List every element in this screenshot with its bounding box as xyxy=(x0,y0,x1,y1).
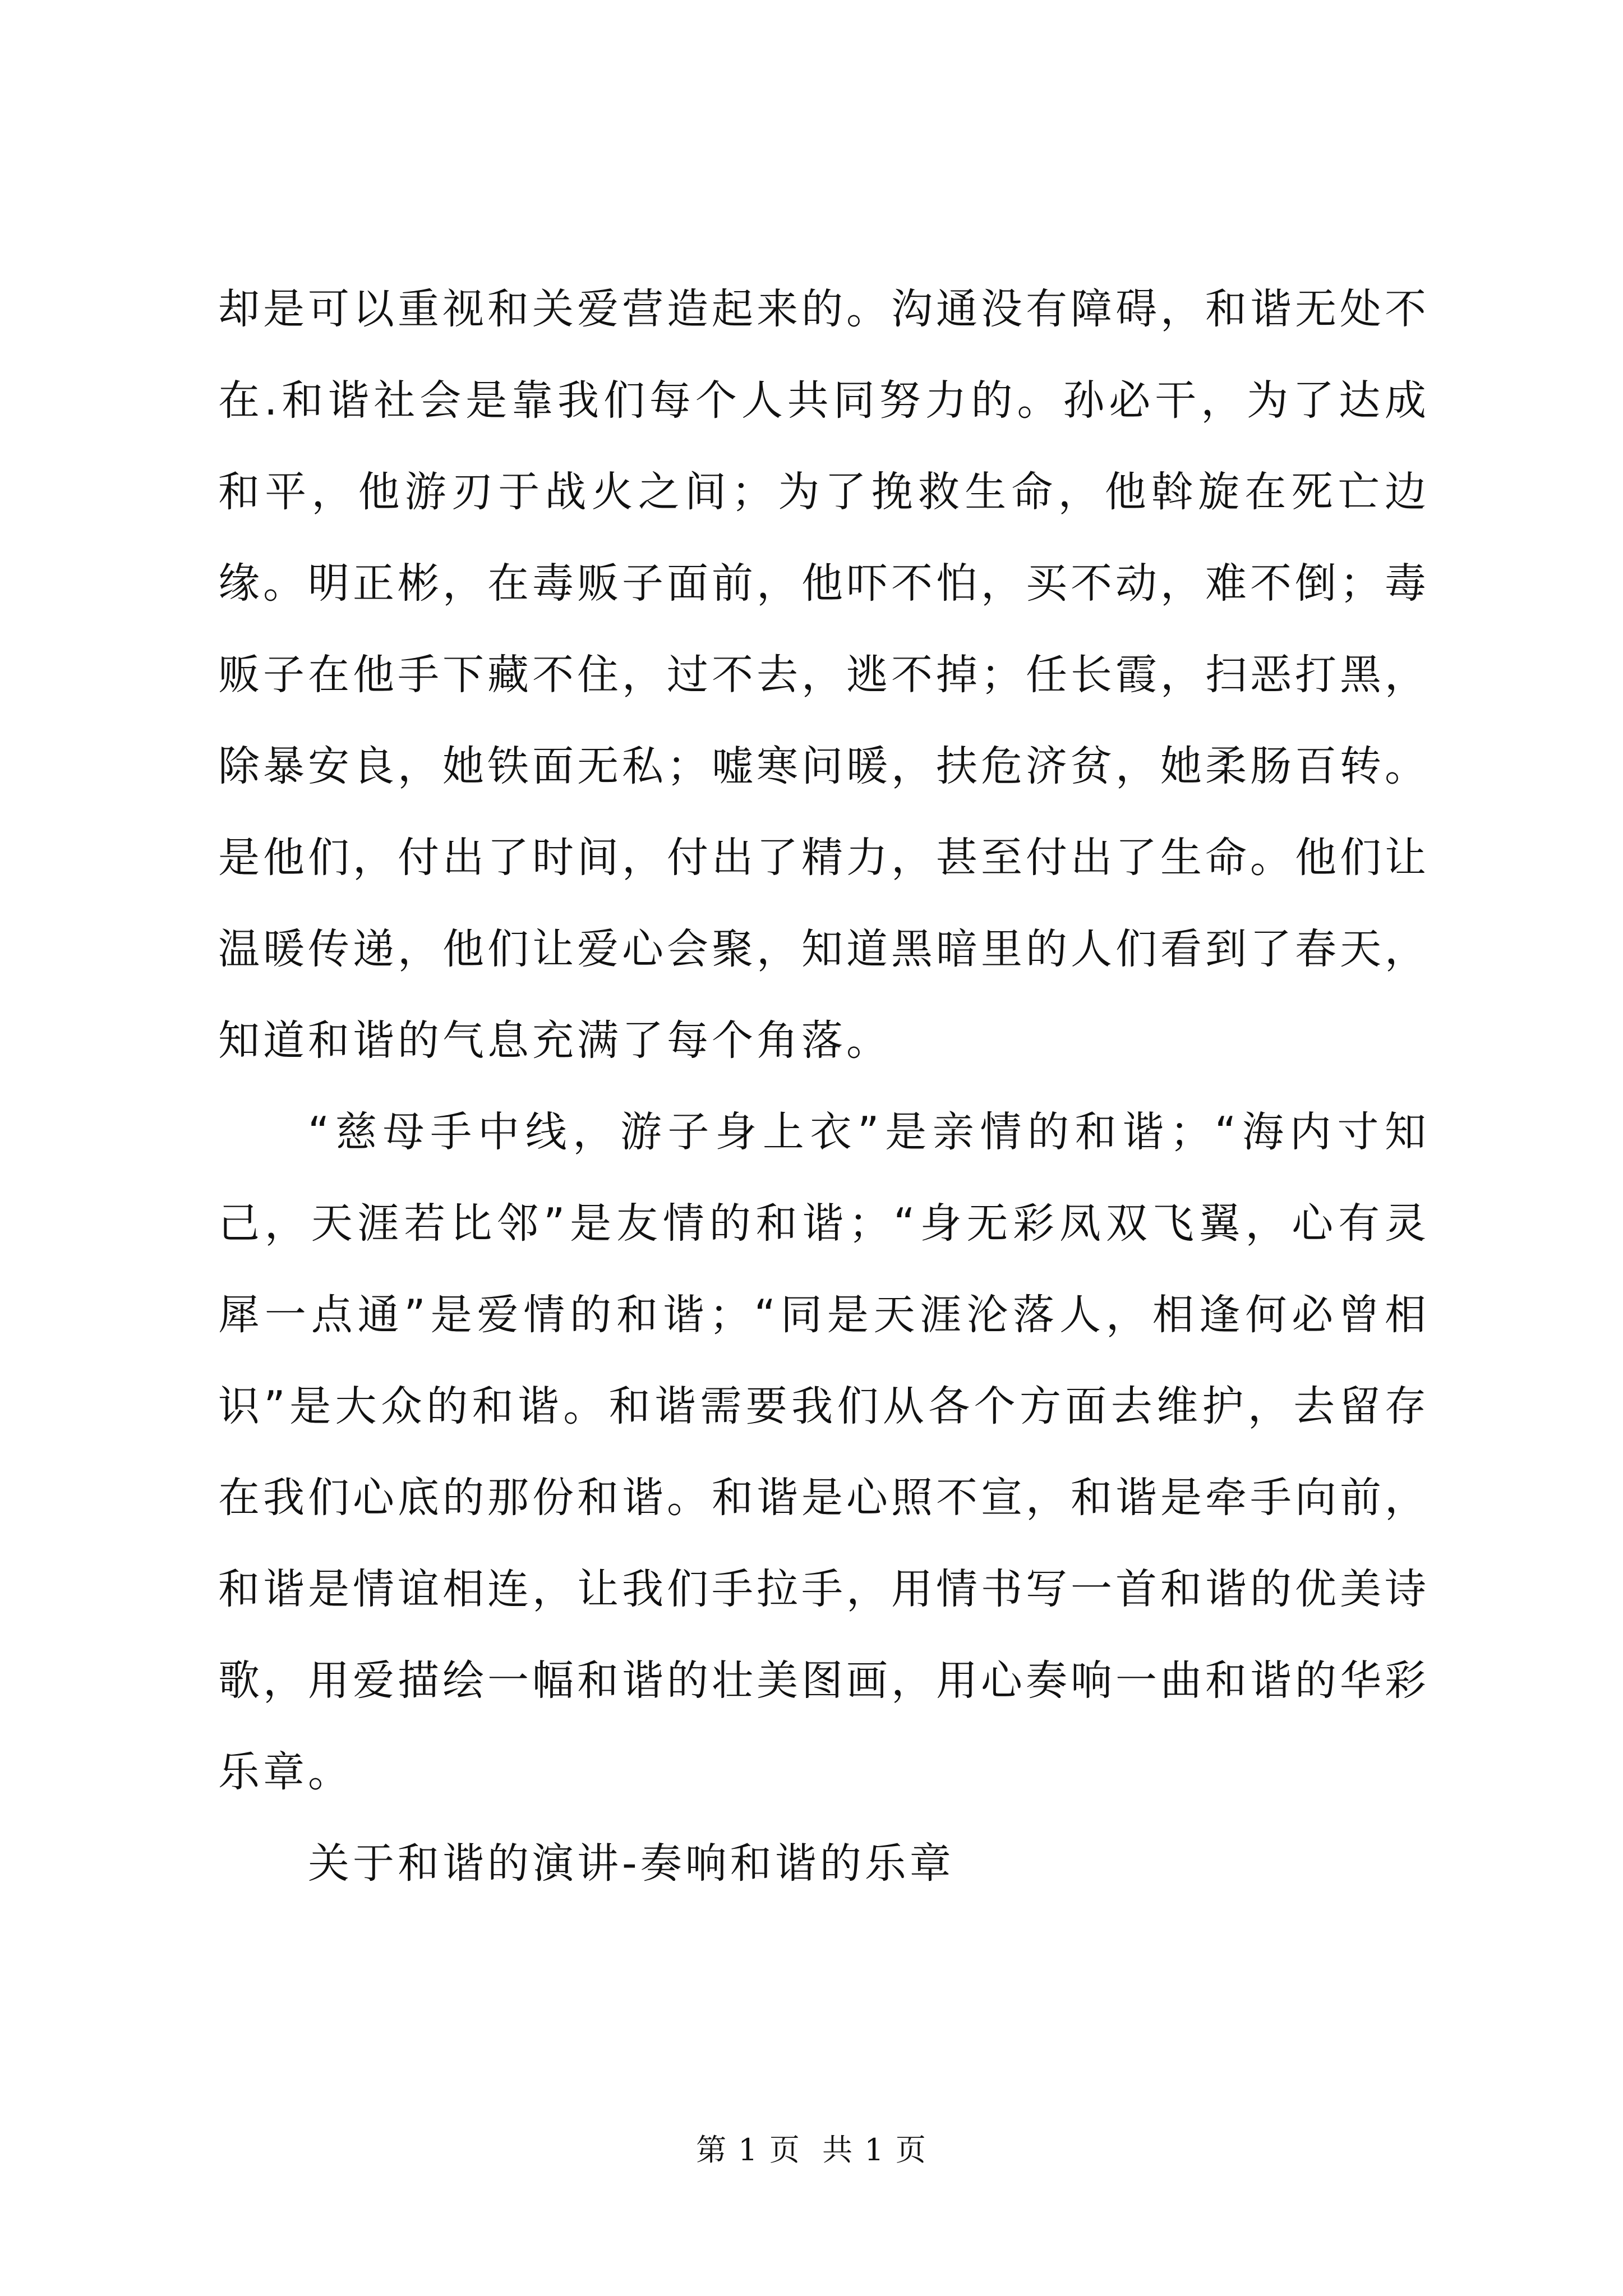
paragraph-1: 却是可以重视和关爱营造起来的。沟通没有障碍，和谐无处不在.和谐社会是靠我们每个人共同努力的。孙必干，为了达成和平，他游刃于战火之间；为了挽救生命，他斡旋在死亡边缘。明正彬，在毒贩子面前，他吓不怕，买不动，难不倒；毒贩子在他手下藏不住，过不去，逃不掉；任长霞，扫恶打黑，除暴安良，她铁面无私；嘘寒问暖，扶危济贫，她柔肠百转。是他们，付出了时间，付出了精力，甚至付出了生命。他们让温暖传递，他们让爱心会聚，知道黑暗里的人们看到了春天，知道和谐的气息充满了每个角落。 xyxy=(218,285,1430,1065)
document-body xyxy=(218,264,1430,1910)
page-footer: 第 1 页 共 1 页 xyxy=(696,2132,927,2168)
paragraph-2: “慈母手中线，游子身上衣”是亲情的和谐；“海内寸知己，天涯若比邻”是友情的和谐；“身无彩凤双飞翼，心有灵犀一点通”是爱情的和谐；“同是天涯沦落人，相逢何必曾相识”是大众的和谐。和谐需要我们从各个方面去维护，去留存在我们心底的那份和谐。和谐是心照不宣，和谐是牵手向前，和谐是情谊相连，让我们手拉手，用情书写一首和谐的优美诗歌，用爱描绘一幅和谐的壮美图画，用心奏响一曲和谐的华彩乐章。 xyxy=(218,1108,1430,1796)
closing-title: 关于和谐的演讲-奏响和谐的乐章 xyxy=(308,1839,955,1888)
